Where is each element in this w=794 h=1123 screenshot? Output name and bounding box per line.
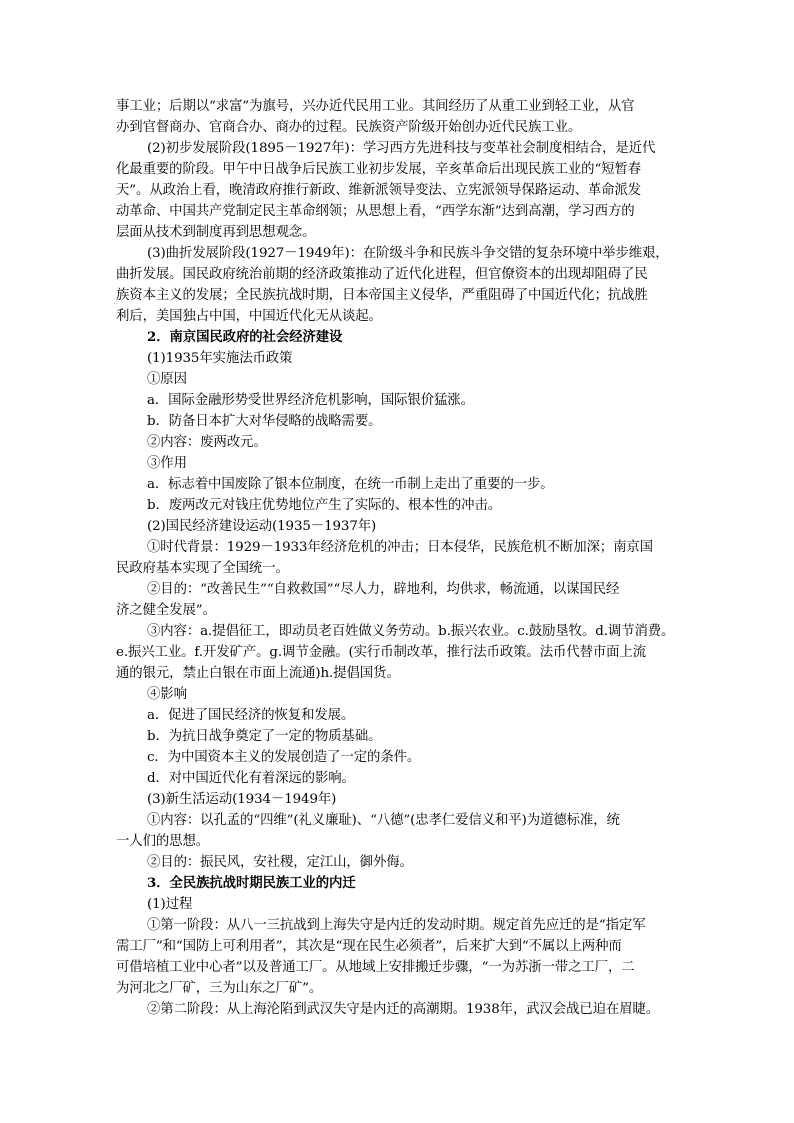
text-line: 济之健全发展”。 [116, 603, 216, 618]
text-line: c．为中国资本主义的发展创造了一定的条件。 [147, 750, 421, 765]
text-line: (2)国民经济建设运动(1935－1937年) [147, 519, 377, 534]
text-line: 利后，美国独占中国，中国近代化无从谈起。 [116, 309, 382, 324]
text-line: 曲折发展。国民政府统治前期的经济政策推动了近代化进程，但官僚资本的出现却阻碍了民 [116, 267, 648, 282]
text-line: ④影响 [147, 687, 187, 702]
text-line: ③作用 [147, 456, 187, 471]
section-heading: 3．全民族抗战时期民族工业的内迁 [147, 875, 356, 891]
text-line: b．为抗日战争奠定了一定的物质基础。 [147, 729, 382, 744]
text-line: 层面从技术到制度再到思想观念。 [116, 225, 316, 240]
text-line: 需工厂”和“国防上可利用者”，其次是“现在民生必须者”，后来扩大到“不属以上两种而 [116, 939, 622, 954]
text-line: ①第一阶段：从八一三抗战到上海失守是内迁的发动时期。规定首先应迁的是“指定军 [147, 918, 646, 933]
text-line: 族资本主义的发展；全民族抗战时期，日本帝国主义侵华，严重阻碍了中国近代化；抗战胜 [116, 288, 648, 303]
text-line: ②内容：废两改元。 [147, 435, 267, 450]
text-line: 为河北之厂矿，三为山东之厂矿”。 [116, 981, 323, 996]
text-line: b．防备日本扩大对华侵略的战略需要。 [147, 414, 382, 429]
text-line: b．废两改元对钱庄优势地位产生了实际的、根本性的冲击。 [147, 498, 502, 513]
text-line: 动革命、中国共产党制定民主革命纲领；从思想上看，“西学东渐”达到高潮，学习西方的 [116, 204, 635, 219]
text-line: a．标志着中国废除了银本位制度，在统一币制上走出了重要的一步。 [147, 477, 554, 492]
text-line: 办到官督商办、官商合办、商办的过程。民族资产阶级开始创办近代民族工业。 [116, 120, 582, 135]
text-line: ①原因 [147, 372, 187, 387]
text-line: 通的银元，禁止白银在市面上流通)h.提倡国货。 [116, 666, 400, 681]
text-line: e.振兴工业。f.开发矿产。g.调节金融。(实行币制改革，推行法币政策。法币代替市面上流 [116, 645, 647, 660]
text-line: 一人们的思想。 [116, 834, 210, 849]
text-line: a．促进了国民经济的恢复和发展。 [147, 708, 355, 723]
text-line: (1)过程 [147, 897, 193, 912]
text-line: a．国际金融形势受世界经济危机影响，国际银价猛涨。 [147, 393, 474, 408]
text-line: d．对中国近代化有着深远的影响。 [147, 771, 355, 786]
text-line: 可借培植工业中心者”以及普通工厂。从地域上安排搬迁步骤，“一为苏浙一带之工厂，二 [116, 960, 635, 975]
text-line: ②目的：“改善民生”“自救救国”“尽人力，辟地利，均供求，畅流通，以谋国民经 [147, 582, 620, 597]
text-line: ①内容：以孔孟的“四维”(礼义廉耻)、“八德”(忠孝仁爱信义和平)为道德标准，统 [147, 813, 620, 828]
text-line: (3)新生活运动(1934－1949年) [147, 792, 337, 807]
text-line: 事工业；后期以“求富”为旗号，兴办近代民用工业。其间经历了从重工业到轻工业，从官 [116, 99, 635, 114]
text-line: (1)1935年实施法币政策 [147, 351, 293, 366]
text-line: (2)初步发展阶段(1895－1927年)：学习西方先进科技与变革社会制度相结合，是近代 [147, 141, 656, 156]
text-line: 民政府基本实现了全国统一。 [116, 561, 289, 576]
text-line: ③内容：a.提倡征工，即动员老百姓做义务劳动。b.振兴农业。c.鼓励垦牧。d.调节消费。 [147, 624, 675, 639]
text-line: (3)曲折发展阶段(1927－1949年)：在阶级斗争和民族斗争交错的复杂环境中举步维艰， [147, 246, 669, 261]
text-line: 化最重要的阶段。甲午中日战争后民族工业初步发展，辛亥革命后出现民族工业的“短暂春 [116, 162, 642, 177]
text-line: 天”。从政治上看，晚清政府推行新政、维新派领导变法、立宪派领导保路运动、革命派发 [116, 183, 642, 198]
section-heading: 2．南京国民政府的社会经济建设 [147, 329, 343, 345]
text-line: ②第二阶段：从上海沦陷到武汉失守是内迁的高潮期。1938年，武汉会战已迫在眉睫。 [147, 1002, 660, 1017]
text-line: ①时代背景：1929－1933年经济危机的冲击；日本侵华，民族危机不断加深；南京国 [147, 540, 653, 555]
text-line: ②目的：振民风，安社稷，定江山，御外侮。 [147, 855, 413, 870]
